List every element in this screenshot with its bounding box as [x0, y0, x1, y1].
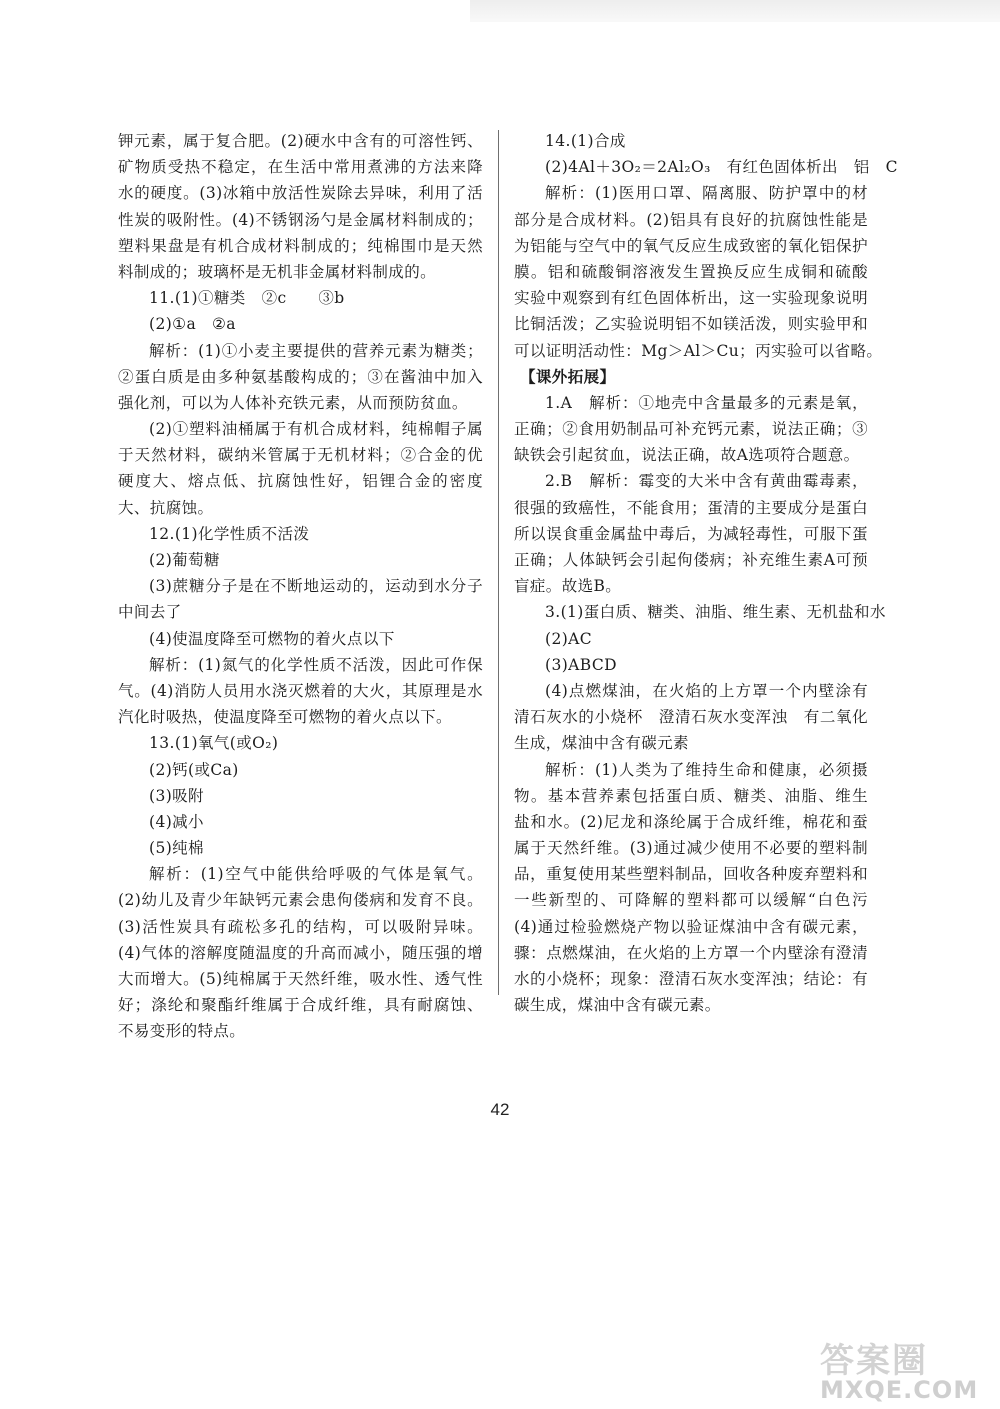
text-line: 好；涤纶和聚酯纤维属于合成纤维，具有耐腐蚀、	[118, 996, 483, 1015]
text-line: 正确；②食用奶制品可补充钙元素，说法正确；③	[514, 420, 868, 439]
text-line: 硬度大、熔点低、抗腐蚀性好，铝锂合金的密度	[118, 472, 483, 491]
text-line: 盲症。故选B。	[514, 577, 622, 596]
text-line: 解析：(1)①小麦主要提供的营养元素为糖类；	[149, 341, 483, 360]
text-line: (3)ABCD	[545, 655, 617, 674]
text-line: 很强的致癌性，不能食用；蛋清的主要成分是蛋白	[514, 498, 868, 517]
text-line: 属于天然纤维。(3)通过减少使用不必要的塑料制	[514, 839, 868, 858]
text-line: (4)气体的溶解度随温度的升高而减小，随压强的增	[118, 943, 483, 962]
text-line: 盐和水。(2)尼龙和涤纶属于合成纤维，棉花和蚕	[514, 812, 868, 831]
text-line: 生成，煤油中含有碳元素	[514, 734, 689, 753]
text-line: (2)葡萄糖	[149, 551, 220, 569]
text-line: 膜。铝和硫酸铜溶液发生置换反应生成铜和硫酸	[514, 262, 868, 281]
text-line: 解析：(1)氮气的化学性质不活泼，因此可作保	[149, 655, 483, 674]
left-column	[118, 128, 483, 1045]
text-line: 1.A 解析：①地壳中含量最多的元素是氧，	[545, 393, 868, 412]
text-line: 比铜活泼；乙实验说明铝不如镁活泼，则实验甲和	[514, 315, 868, 334]
text-line: 解析：(1)医用口罩、隔离服、防护罩中的材	[545, 184, 868, 203]
text-line: 物。基本营养素包括蛋白质、糖类、油脂、维生	[514, 786, 868, 805]
text-line: 13.(1)氧气(或O₂)	[149, 734, 279, 753]
text-line: 11.(1)①糖类 ②c ③b	[149, 289, 345, 308]
text-line: ②蛋白质是由多种氨基酸构成的；③在酱油中加入	[118, 367, 483, 386]
text-line: (5)纯棉	[149, 839, 204, 858]
watermark-logo	[820, 1333, 990, 1403]
text-line: (2)幼儿及青少年缺钙元素会患佝偻病和发育不良。	[118, 891, 483, 910]
text-line: 碳生成，煤油中含有碳元素。	[514, 996, 721, 1015]
text-line: 缺铁会引起贫血，说法正确，故A选项符合题意。	[514, 446, 860, 465]
text-line: 清石灰水的小烧杯 澄清石灰水变浑浊 有二氧化	[514, 708, 868, 727]
text-line: (3)吸附	[149, 786, 204, 805]
column-divider	[498, 130, 499, 995]
text-line: (2)AC	[545, 629, 593, 648]
text-line: 不易变形的特点。	[118, 1022, 246, 1041]
text-line: 可以证明活动性：Mg＞Al＞Cu；丙实验可以省略。	[514, 341, 883, 360]
text-line: 骤：点燃煤油，在火焰的上方罩一个内壁涂有澄清	[514, 943, 868, 962]
text-line: 12.(1)化学性质不活泼	[149, 524, 310, 543]
text-line: 为铝能与空气中的氧气反应生成致密的氧化铝保护	[514, 236, 868, 255]
text-line: 品，重复使用某些塑料制品，回收各种废弃塑料和	[514, 865, 868, 884]
right-column	[514, 128, 898, 1018]
watermark-url: MXQE.COM	[820, 1376, 979, 1404]
text-line: (2)4Al＋3O₂＝2Al₂O₃ 有红色固体析出 铝 C	[545, 158, 898, 177]
text-line: (4)使温度降至可燃物的着火点以下	[149, 629, 395, 648]
text-line: 气。(4)消防人员用水浇灭燃着的大火，其原理是水	[118, 681, 483, 700]
text-line: 14.(1)合成	[545, 132, 626, 150]
page-number: 42	[490, 1100, 510, 1119]
text-line: (2)①a ②a	[149, 315, 236, 334]
text-line: 钾元素，属于复合肥。(2)硬水中含有的可溶性钙、	[118, 132, 483, 150]
text-line: 中间去了	[118, 603, 182, 622]
text-line: 解析：(1)人类为了维持生命和健康，必须摄	[545, 760, 868, 779]
text-line: 矿物质受热不稳定，在生活中常用煮沸的方法来降	[118, 158, 483, 177]
text-line: 料制成的；玻璃杯是无机非金属材料制成的。	[118, 262, 437, 281]
text-line: 3.(1)蛋白质、糖类、油脂、维生素、无机盐和水	[545, 603, 886, 622]
text-line: 性炭的吸附性。(4)不锈钢汤勺是金属材料制成的；	[118, 210, 483, 229]
text-line: (2)钙(或Ca)	[149, 760, 239, 779]
text-line: 一些新型的、可降解的塑料都可以缓解“白色污	[514, 891, 868, 910]
text-line: 塑料果盘是有机合成材料制成的；纯棉围巾是天然	[118, 236, 483, 255]
text-line: 大、抗腐蚀。	[118, 498, 214, 517]
text-line: 实验中观察到有红色固体析出，这一实验现象说明	[514, 289, 868, 308]
text-line: 所以误食重金属盐中毒后，为减轻毒性，可服下蛋	[514, 524, 868, 543]
text-line: (3)蔗糖分子是在不断地运动的，运动到水分子	[149, 577, 483, 596]
watermark-glyphs: 答案圈	[820, 1341, 928, 1381]
text-line: 于天然材料，碳纳米管属于无机材料；②合金的优	[118, 446, 483, 465]
text-line: (4)通过检验燃烧产物以验证煤油中含有碳元素，	[514, 917, 868, 936]
text-line: 水的硬度。(3)冰箱中放活性炭除去异味，利用了活	[118, 184, 483, 203]
text-line: (3)活性炭具有疏松多孔的结构，可以吸附异味。	[118, 917, 483, 936]
text-line: (4)减小	[149, 812, 204, 831]
text-line: 水的小烧杯；现象：澄清石灰水变浑浊；结论：有	[514, 970, 868, 988]
section-heading: 【课外拓展】	[520, 367, 616, 386]
text-line: 部分是合成材料。(2)铝具有良好的抗腐蚀性能是	[514, 210, 868, 229]
scan-edge-shadow	[470, 0, 1000, 22]
text-line: 大而增大。(5)纯棉属于天然纤维，吸水性、透气性	[118, 970, 483, 988]
text-line: (4)点燃煤油，在火焰的上方罩一个内壁涂有	[545, 681, 868, 700]
text-line: 强化剂，可以为人体补充铁元素，从而预防贫血。	[118, 393, 468, 412]
text-line: 2.B 解析：霉变的大米中含有黄曲霉毒素，	[545, 472, 868, 491]
text-line: 解析：(1)空气中能供给呼吸的气体是氧气。	[149, 865, 483, 884]
text-line: 汽化时吸热，使温度降至可燃物的着火点以下。	[118, 708, 452, 727]
text-line: (2)①塑料油桶属于有机合成材料，纯棉帽子属	[149, 420, 483, 439]
text-line: 正确；人体缺钙会引起佝偻病；补充维生素A可预	[514, 551, 868, 569]
